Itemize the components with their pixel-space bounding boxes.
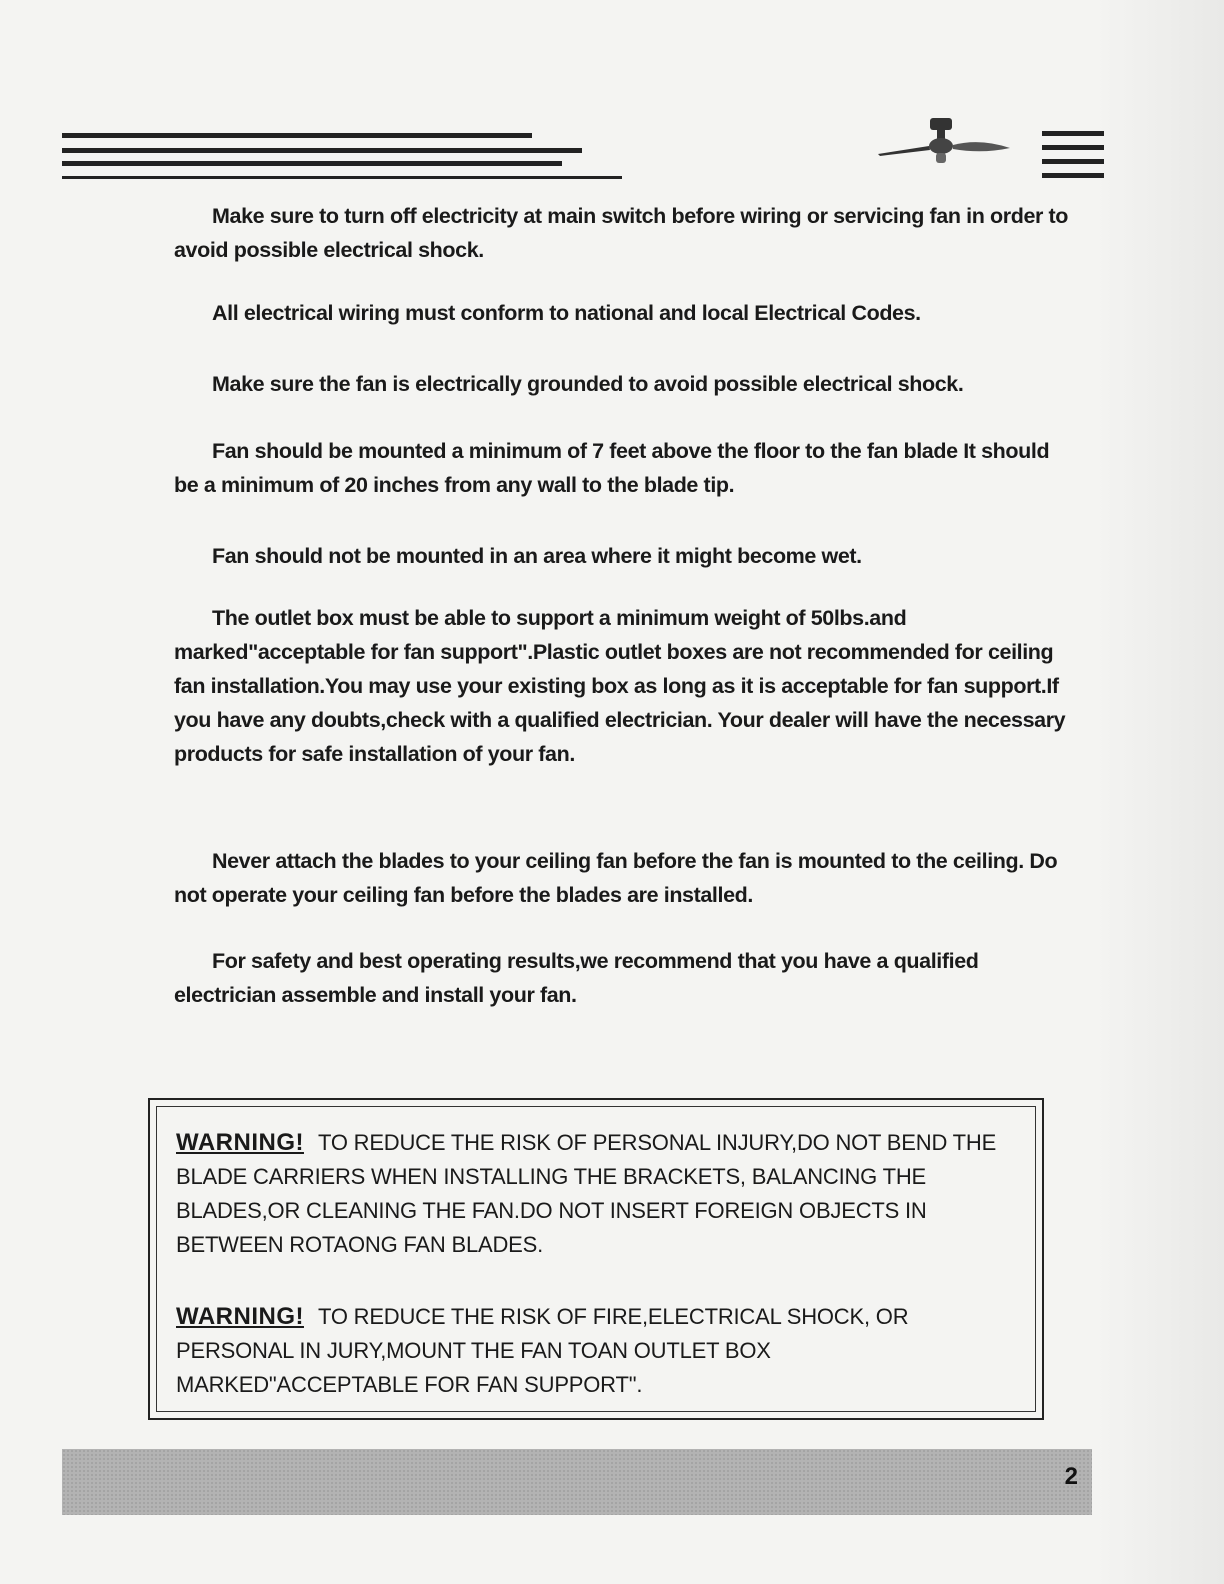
header-line <box>62 148 582 153</box>
safety-paragraph: All electrical wiring must conform to national and local Electrical Codes. <box>212 301 921 325</box>
safety-paragraph: For safety and best operating results,we recommend that you have a qualified electrician assemble and install your fan. <box>174 949 979 1007</box>
safety-paragraph: Make sure to turn off electricity at main switch before wiring or servicing fan in order to avoid possible electrical shock. <box>174 204 1069 262</box>
footer-band <box>62 1449 1092 1515</box>
warning-text: TO REDUCE THE RISK OF PERSONAL INJURY,DO NOT BEND THE BLADE CARRIERS WHEN INSTALLING THE BRACKETS, BALANCING THE BLADES,OR CLEANING THE FAN.DO NOT INSERT FOREIGN OBJECTS IN BETWEEN ROTAONG FAN BLADES. <box>176 1130 997 1257</box>
header-line <box>1042 131 1104 136</box>
header-line <box>1042 145 1104 150</box>
warning-box <box>148 1098 1044 1420</box>
warning-block <box>176 1300 1016 1402</box>
header-line <box>62 161 562 166</box>
header-line <box>62 176 622 179</box>
header-line <box>1042 173 1104 178</box>
warning-label: WARNING! <box>176 1303 304 1330</box>
safety-paragraph: The outlet box must be able to support a minimum weight of 50lbs.and marked"acceptable for fan support".Plastic outlet boxes are not recommended for ceiling fan installation.You may use your existing box as long as it is acceptable for fan support.If you have any doubts,check with a qualified electrician. Your dealer will have the necessary products for safe installation of your fan. <box>174 606 1066 766</box>
ceiling-fan-icon <box>870 118 1020 173</box>
header-line <box>62 133 532 138</box>
safety-paragraph: Fan should be mounted a minimum of 7 feet above the floor to the fan blade It should be a minimum of 20 inches from any wall to the blade tip. <box>174 439 1050 497</box>
header-rule <box>62 128 1104 188</box>
header-line <box>1042 159 1104 164</box>
safety-paragraph: Make sure the fan is electrically grounded to avoid possible electrical shock. <box>212 372 964 396</box>
warning-text: TO REDUCE THE RISK OF FIRE,ELECTRICAL SHOCK, OR PERSONAL IN JURY,MOUNT THE FAN TOAN OUTLET BOX MARKED"ACCEPTABLE FOR FAN SUPPORT". <box>176 1304 909 1397</box>
scan-edge-shading <box>1094 0 1224 1584</box>
page-number: 2 <box>1064 1463 1078 1490</box>
warning-label: WARNING! <box>176 1129 304 1156</box>
safety-paragraph: Fan should not be mounted in an area where it might become wet. <box>212 544 862 568</box>
safety-paragraph: Never attach the blades to your ceiling fan before the fan is mounted to the ceiling. Do not operate your ceiling fan before the blades are installed. <box>174 849 1058 907</box>
warning-block <box>176 1126 1016 1262</box>
